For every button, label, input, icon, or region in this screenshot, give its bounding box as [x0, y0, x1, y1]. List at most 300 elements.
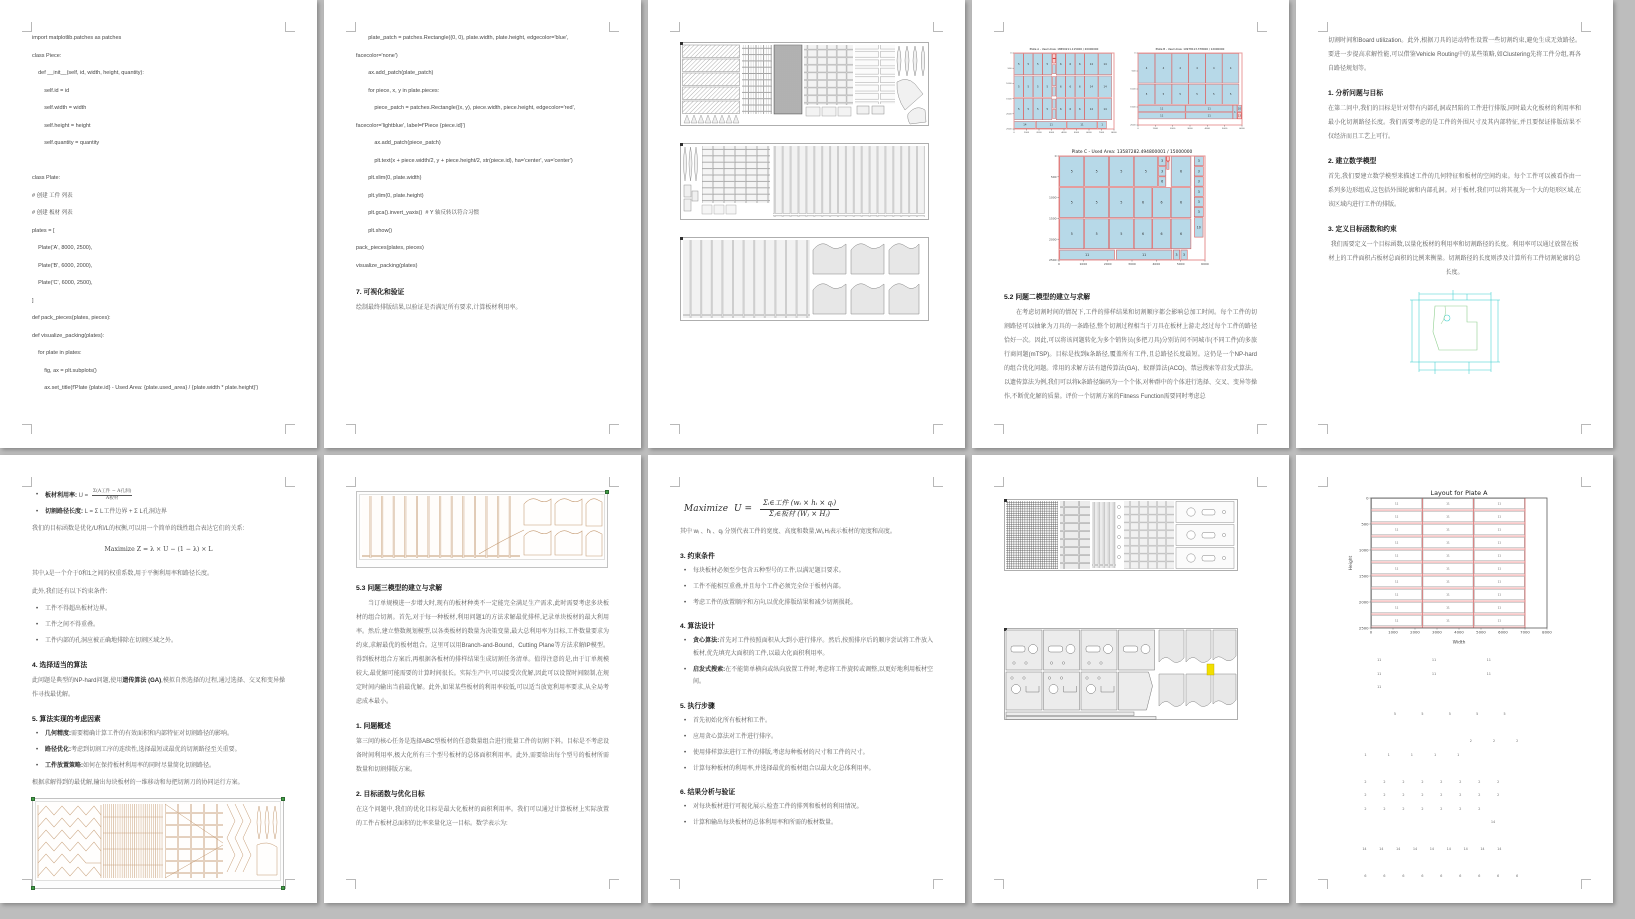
- nesting-figure-mixed-image: [1004, 499, 1238, 571]
- code-line: Plate('B', 6000, 2000),: [32, 262, 93, 269]
- nesting-figure-dense-image: [680, 42, 929, 126]
- plate-a-chart[interactable]: [1004, 46, 1120, 144]
- page-1: [0, 0, 317, 448]
- svg-text:4000: 4000: [1454, 629, 1464, 635]
- cad-part-drawing-image: [1405, 288, 1505, 376]
- svg-text:11: 11: [1394, 540, 1399, 545]
- selection-handle-icon[interactable]: [31, 886, 35, 890]
- section-heading-7: 7. 可视化和验证: [356, 289, 405, 296]
- svg-text:3000: 3000: [1048, 131, 1055, 134]
- svg-text:11: 11: [1394, 527, 1399, 532]
- svg-text:5: 5: [1037, 85, 1039, 89]
- svg-text:5: 5: [1070, 200, 1073, 205]
- svg-text:11: 11: [1497, 566, 1502, 571]
- svg-text:Plate C - Used Area: 13587282.: Plate C - Used Area: 13587282.494800001 / 15000000: [1071, 150, 1193, 155]
- section-heading-3: 3. 约束条件: [680, 552, 715, 560]
- label-row: 5 5 5 5 5: [1356, 712, 1506, 716]
- bullet-item: • 路径优化:考虑到切割工序的连续性,选择最短或最优的切割路径至关重要。: [32, 744, 285, 757]
- svg-text:11: 11: [1446, 618, 1450, 623]
- svg-text:0: 0: [1366, 495, 1369, 501]
- svg-text:14: 14: [1103, 62, 1107, 66]
- steps-list: [680, 715, 933, 776]
- code-line: Plate('A', 8000, 2500),: [32, 245, 93, 251]
- svg-text:6000: 6000: [1086, 131, 1092, 134]
- cad-part-drawing[interactable]: [1405, 288, 1505, 381]
- svg-text:14: 14: [1089, 62, 1093, 66]
- bullet-icon: •: [684, 599, 687, 606]
- svg-text:10: 10: [1196, 225, 1201, 230]
- svg-text:4: 4: [1213, 67, 1215, 71]
- svg-text:5: 5: [1037, 107, 1039, 111]
- svg-text:500: 500: [1131, 70, 1136, 73]
- label-row: 2 2 2 2 2 2 2 2: [1356, 779, 1500, 784]
- svg-text:1000: 1000: [1079, 261, 1088, 266]
- svg-text:6: 6: [1161, 179, 1164, 184]
- page-7: [324, 455, 641, 903]
- bullet-item: • 工件之间不得重叠。: [32, 619, 285, 632]
- svg-text:7000: 7000: [1520, 629, 1530, 635]
- svg-text:6: 6: [1069, 85, 1072, 89]
- bullet-icon: •: [684, 583, 687, 590]
- svg-text:2000: 2000: [1036, 131, 1042, 134]
- svg-text:6: 6: [1142, 200, 1145, 205]
- bullet-icon: •: [684, 638, 687, 644]
- label-row: 2 2 2: [1356, 739, 1519, 743]
- bullet-item: • 工件不能相互重叠,并且每个工件必须完全位于板材内部。: [680, 581, 933, 594]
- section-heading-1: 1. 问题概述: [356, 723, 391, 730]
- label-row: 14: [1356, 820, 1496, 824]
- paragraph: 其中 wᵢ 、hᵢ 、qᵢ 分别代表工件的宽度、高度和数量,Wⱼ,Hⱼ表示板材的宽度和高度。: [680, 528, 896, 535]
- svg-text:Height: Height: [1349, 555, 1354, 571]
- selection-handle-icon[interactable]: [281, 886, 285, 890]
- code-line: def __init__(self, id, width, height, quantity):: [32, 70, 144, 76]
- svg-text:0: 0: [1054, 154, 1057, 159]
- svg-text:6: 6: [1180, 169, 1183, 174]
- code-line: def pack_pieces(plates, pieces):: [32, 315, 111, 321]
- svg-text:11: 11: [1394, 501, 1399, 506]
- svg-text:8000: 8000: [1111, 131, 1117, 134]
- bullet-item: • 应用贪心算法对工件进行排序。: [680, 731, 933, 744]
- bullet-icon: •: [684, 749, 687, 756]
- paragraph: 切割时间和Board utilization。此外,根据刀具的运动特性设置一些切割约束,避免生成无效路径。要进一步提高求解性能,可以借鉴Vehicle Routing中的某些策略,如Clustering先将工件分组,再各自路径规划等。: [1328, 38, 1581, 72]
- code-line: def visualize_packing(plates):: [32, 332, 105, 339]
- svg-text:1000: 1000: [1358, 547, 1369, 553]
- svg-text:2500: 2500: [1006, 128, 1012, 131]
- selection-handle-icon[interactable]: [605, 490, 609, 494]
- svg-text:5: 5: [1018, 107, 1020, 111]
- svg-text:6: 6: [1160, 200, 1163, 205]
- section-heading-2: 2. 建立数学模型: [1328, 158, 1377, 165]
- svg-text:5: 5: [1037, 62, 1039, 66]
- factors-list: [32, 728, 285, 773]
- svg-text:3: 3: [1161, 159, 1164, 164]
- wireframe-strips-figure[interactable]: [356, 491, 608, 568]
- svg-text:6000: 6000: [1239, 127, 1245, 130]
- svg-text:8000: 8000: [1542, 629, 1552, 635]
- svg-text:6: 6: [1069, 107, 1072, 111]
- paragraph: 在这个问题中,我们的优化目标是最大化板材的面积利用率。我们可以通过计算板材上实际放置的工件占板材总面积的比率来量化这一目标。数学表示为:: [356, 807, 609, 827]
- svg-text:0: 0: [1010, 52, 1012, 55]
- svg-text:14: 14: [1089, 107, 1093, 111]
- svg-text:1000: 1000: [1023, 131, 1030, 134]
- svg-text:5: 5: [1145, 93, 1148, 97]
- paragraph: 其中,λ是一个介于0和1之间的权重系数,用于平衡利用率和路径长度。: [32, 571, 214, 578]
- code-line: Plate('C', 6000, 2500),: [32, 280, 93, 286]
- svg-text:6: 6: [1079, 107, 1081, 111]
- section-heading-5: 5. 算法实现的考虑因素: [32, 715, 101, 723]
- wireframe-strips-image: [359, 494, 605, 560]
- page-5: [1296, 0, 1613, 448]
- svg-text:Plate B - Used Area: 10978113.: Plate B - Used Area: 10978113.378000 / 12000000: [1155, 47, 1225, 51]
- svg-text:1: 1: [1234, 110, 1236, 114]
- svg-text:11: 11: [1394, 514, 1399, 519]
- svg-text:11: 11: [1497, 527, 1502, 532]
- svg-text:2000: 2000: [1410, 629, 1420, 635]
- section-heading-3: 3. 定义目标函数和约束: [1328, 226, 1397, 233]
- svg-text:6000: 6000: [1201, 261, 1209, 266]
- nesting-figure-strips-grid-image: [680, 143, 929, 220]
- bullet-icon: •: [684, 733, 687, 740]
- svg-text:11: 11: [1497, 540, 1502, 545]
- label-row: [1356, 722, 1581, 736]
- svg-text:11: 11: [1394, 592, 1399, 597]
- selection-handle-icon[interactable]: [31, 797, 35, 801]
- bullet-icon: •: [36, 508, 39, 515]
- svg-text:5: 5: [1046, 62, 1049, 66]
- section-heading-1: 1. 分析问题与目标: [1328, 90, 1384, 97]
- bullet-item: • 计算和输出每块板材的总体利用率和所需的板材数量。: [680, 817, 933, 830]
- svg-text:4000: 4000: [1061, 131, 1067, 134]
- bullet-item: • 计算每种板材的利用率,并选择最优的板材组合以最大化总体利用率。: [680, 763, 933, 776]
- page-6: [0, 455, 317, 903]
- svg-text:4: 4: [1162, 67, 1165, 71]
- svg-text:1500: 1500: [1358, 573, 1369, 579]
- svg-text:14: 14: [1103, 85, 1107, 89]
- page-9: [972, 455, 1289, 903]
- paragraph: 我们需要定义一个目标函数,以量化板材的利用率和切割路径的长度。利用率可以通过放置在板材上的工件面积占板材总面积的比例来衡量。切割路径的长度则涉及计算所有工件切割轮廓的总长度。: [1328, 242, 1581, 276]
- svg-text:3000: 3000: [1187, 127, 1193, 130]
- code-line: fig, ax = plt.subplots(): [32, 367, 97, 374]
- code-line: self.width = width: [32, 105, 87, 111]
- svg-text:1000: 1000: [1388, 629, 1398, 635]
- paragraph: 我们的目标函数是优化/U和/L的权衡,可以用一个简单的线性组合表达它们的关系:: [32, 526, 245, 533]
- svg-text:1000: 1000: [1152, 127, 1158, 130]
- svg-text:3: 3: [1197, 189, 1200, 194]
- svg-text:11: 11: [1085, 252, 1090, 257]
- bullet-icon: •: [684, 820, 687, 826]
- svg-text:11: 11: [1446, 501, 1450, 506]
- svg-text:11: 11: [1446, 592, 1450, 597]
- svg-text:6: 6: [1160, 231, 1163, 236]
- nesting-figure-holes[interactable]: [1004, 628, 1238, 725]
- bullet-item: • 对每块板材进行可视化展示,检查工件的排列和板材的利用情况。: [680, 801, 933, 814]
- code-line: plt.xlim(0, plate.width): [356, 175, 422, 181]
- paragraph: 绘制最终排版结果,以验证是否满足所有要求,计算板材利用率。: [356, 305, 522, 311]
- label-row: [1356, 762, 1581, 776]
- nesting-figure-strips-curvy-image: [680, 237, 929, 321]
- svg-text:5: 5: [1027, 85, 1030, 89]
- svg-text:Width: Width: [1452, 640, 1466, 645]
- svg-text:11: 11: [1446, 514, 1450, 519]
- bullet-icon: •: [36, 730, 39, 737]
- code-line: plt.text(x + piece.width/2, y + piece.height/2, str(piece.id), ha='center', va='center'): [356, 157, 573, 164]
- svg-text:5: 5: [1144, 169, 1147, 174]
- code-line: plt.ylim(0, plate.height): [356, 192, 424, 199]
- code-line: class Piece:: [32, 52, 62, 59]
- svg-text:2000: 2000: [1130, 124, 1136, 127]
- svg-text:4: 4: [1196, 67, 1198, 71]
- svg-text:1000: 1000: [1048, 195, 1057, 200]
- svg-text:0: 0: [1058, 261, 1060, 266]
- svg-text:2000: 2000: [1358, 599, 1369, 605]
- verification-list: [680, 801, 933, 830]
- svg-text:Layout for Plate A: Layout for Plate A: [1430, 489, 1488, 497]
- constraints-list: [680, 565, 933, 610]
- label-row: 14 14 14 14 14 14 14 14 14: [1356, 847, 1502, 851]
- code-line: [32, 153, 285, 171]
- code-line: plate_patch = patches.Rectangle((0, 0), plate.width, plate.height, edgecolor='blue', facecolor='none'): [356, 35, 570, 59]
- svg-text:11: 11: [1497, 514, 1502, 519]
- label-row: [1356, 857, 1581, 871]
- fraction: $\frac{\text{Σᵢ∈工件 (wᵢ × hᵢ × qᵢ)}}{\text{Σⱼ∈板材 (Wⱼ × Hⱼ)}}$: [760, 499, 839, 519]
- nesting-figure-strips-curvy[interactable]: [680, 237, 929, 326]
- svg-text:6: 6: [1069, 62, 1072, 66]
- wireframe-nesting-image: [35, 801, 281, 881]
- bullet-item: • 几何精度:需要精确计算工件的有效面积和内部特征对切割路径的影响。: [32, 728, 285, 741]
- algorithm-design-list: [680, 635, 933, 689]
- code-line: plt.gca().invert_yaxis() # Y 轴反转以符合习惯: [356, 210, 479, 216]
- svg-text:11: 11: [1446, 540, 1450, 545]
- svg-text:11: 11: [1160, 114, 1164, 118]
- svg-text:6: 6: [1180, 231, 1183, 236]
- svg-text:5000: 5000: [1222, 127, 1228, 130]
- svg-text:5: 5: [1027, 62, 1030, 66]
- bullet-icon: •: [36, 746, 39, 753]
- code-line: for plate in plates:: [32, 350, 82, 356]
- svg-text:7000: 7000: [1098, 131, 1105, 134]
- label-row: 1 1 1 1 1: [1356, 752, 1460, 757]
- svg-text:6: 6: [1079, 62, 1081, 66]
- svg-text:2000: 2000: [1006, 113, 1012, 116]
- svg-text:11: 11: [1446, 605, 1450, 610]
- svg-text:5: 5: [1095, 200, 1098, 205]
- wireframe-nesting-figure[interactable]: [32, 798, 284, 889]
- page-3: [648, 0, 965, 448]
- svg-text:Plate A - Used Area: 18650211.: Plate A - Used Area: 18650211.115000 / 20000000: [1029, 47, 1099, 51]
- svg-text:5: 5: [1120, 200, 1123, 205]
- svg-text:2000: 2000: [1103, 261, 1112, 266]
- svg-text:5: 5: [1095, 169, 1098, 174]
- svg-text:1000: 1000: [1130, 88, 1136, 91]
- bullet-item: • 工件放置策略:如何在保持板材利用率的同时尽量简化切割路径。: [32, 760, 285, 773]
- svg-text:11: 11: [1446, 579, 1450, 584]
- nesting-figure-mixed[interactable]: [1004, 499, 1238, 576]
- paragraph: 首先,我们要建立数学模型来描述工件的几何特征和板材的空间约束。每个工件可以被看作由一系列多边形组成,这包括外围轮廓和内部孔洞。对于板材,我们可以将其视为一个大的矩形区域,在该区域内进行工件的排版。: [1328, 174, 1581, 208]
- svg-text:500: 500: [1361, 521, 1369, 527]
- svg-text:4: 4: [1179, 67, 1182, 71]
- svg-text:1500: 1500: [1048, 216, 1057, 221]
- section-heading-6: 6. 结果分析与验证: [680, 789, 736, 796]
- bullet-item: • 启发式搜索:在不能简单横向或纵向放置工件时,考虑将工件旋转或调整,以更好地利用板材空间。: [680, 664, 933, 689]
- svg-text:11: 11: [1497, 553, 1502, 558]
- selection-handle-icon[interactable]: [281, 797, 285, 801]
- label-row: 2 2 2 2 2 2 2: [1356, 806, 1481, 811]
- code-line: ]: [32, 297, 34, 304]
- paragraph: 在考虑切割时间的情况下,工件的排样结果和切割顺序都会影响总加工时间。每个工件的切割路径可以抽象为刀具的一条路径,整个切割过程相当于刀具在板材上游走,经过每个工件的路径恰好一次。因此,可以将该问题转化为多个销售员(多把刀具)分别访问不同城市(不同工件)的多旅行商问题(mTSP)。目标是找到k条路径,覆盖所有工件,且总路径长度最短。这仍是一个NP-hard的组合优化问题。常用的求解方法有遗传算法(GA)、蚁群算法(ACO)、禁忌搜索等启发式算法。以遗传算法为例,我们可以将k条路径编码为一个个体,对种群中的个体进行选择、交叉、变异等操作,不断优化解的质量。评价一个切割方案的Fitness Function需要同时考虑总: [1004, 310, 1257, 400]
- svg-text:5: 5: [1213, 93, 1215, 97]
- svg-text:6: 6: [1142, 231, 1145, 236]
- svg-text:6: 6: [1060, 62, 1062, 66]
- bullet-item: • 工件不得超出板材边界。: [32, 603, 285, 616]
- code-line: visualize_packing(plates): [356, 262, 418, 269]
- code-line: ax.add_patch(plate_patch): [356, 70, 434, 76]
- paragraph: 第三问的核心任务是选择ABC型板材的任意数量组合进行批量工件的切割下料。目标是不考虑设备时间利用率,极大化所有三个型号板材的总体面积利用率。此外,需要给出每个型号的板材所需数量和切割排版方案。: [356, 739, 609, 773]
- svg-text:14: 14: [1023, 123, 1027, 127]
- svg-text:11: 11: [1497, 592, 1502, 597]
- label-row: [1356, 830, 1581, 844]
- svg-text:2500: 2500: [1048, 258, 1057, 263]
- bullet-icon: •: [36, 622, 39, 629]
- code-line: plates = [: [32, 227, 55, 234]
- svg-text:6: 6: [1079, 85, 1081, 89]
- bullet-icon: •: [36, 638, 39, 645]
- section-heading-4: 4. 选择适当的算法: [32, 661, 88, 669]
- code-line: import matplotlib.patches as patches: [32, 35, 122, 41]
- bullet-item: • 使用排样算法进行工件的排版,考虑每种板材的尺寸和工件的尺寸。: [680, 747, 933, 760]
- paragraph: 当订单规模进一步增大时,现有的板材种类不一定能完全满足生产需求,此时需要考虑多块板材的组合切割。首先,对于每一种板材,利用问题1的方法求解最优排样,记录单块板材的最大利用率。然后,建立整数规划模型,以各类板材的数量为决策变量,最大总利用率为目标,工件数量要求为约束,求解最优的板材组合。这里可以用Branch-and-Bound、Cutting Plane等方法求解IP模型。得到板材组合方案后,再根据各板材的排样结果生成切割任务清单。值得注意的是,由于订单规模较大,最优解可能需要的计算时间很长。实际生产中,可以接受次优解,因此可以设置时间限制,在规定时间内输出当前最优解。此外,如果某些板材的利用率较低,可以适当放宽利用率要求,从全局考虑成本最小。: [356, 601, 609, 705]
- section-heading-5-2: 5.2 问题二模型的建立与求解: [1004, 294, 1091, 301]
- svg-text:3: 3: [1197, 179, 1200, 184]
- section-heading-2: 2. 目标函数与优化目标: [356, 791, 425, 798]
- svg-text:5: 5: [1027, 107, 1030, 111]
- bullet-icon: •: [36, 762, 39, 769]
- maximize-formula: Maximize U = $\frac{\text{Σᵢ∈工件 (wᵢ × hᵢ × qᵢ)}}{\text{Σⱼ∈板材 (Wⱼ × Hⱼ)}}$: [684, 499, 933, 519]
- svg-text:13: 13: [1237, 114, 1241, 118]
- svg-text:11: 11: [1497, 579, 1502, 584]
- svg-text:2000: 2000: [1048, 237, 1057, 242]
- paragraph: 在第二问中,我们的目标是针对带有内部孔洞或凹陷的工件进行排版,同时最大化板材的利用率和最小化切割路径长度。我们需要考虑的是工件的外围尺寸及其内部特征,并且要保证排版结果不仅经济而且工艺上可行。: [1328, 106, 1581, 140]
- svg-text:14: 14: [1103, 107, 1107, 111]
- code-line: piece_patch = patches.Rectangle((x, y), piece.width, piece.height, edgecolor='red', facecolor='lightblue', label=f'Piece {piece.id}'): [356, 105, 577, 129]
- bullet-icon: •: [36, 492, 39, 498]
- svg-text:5: 5: [1018, 62, 1020, 66]
- page-4: [972, 0, 1289, 448]
- section-heading-5-3: 5.3 问题三模型的建立与求解: [356, 585, 443, 592]
- bullet-item: • 贪心算法:首先对工件按照面积从大到小进行排序。然后,按照排序后的顺序尝试将工件放入板材,优先填充大面积的工件,以最大化面积利用率。: [680, 635, 933, 660]
- svg-text:0: 0: [1369, 629, 1373, 635]
- label-row: 11 11 11: [1356, 658, 1491, 662]
- label-row: [1356, 695, 1581, 709]
- plate-b-chart[interactable]: [1128, 46, 1250, 144]
- svg-text:5: 5: [1046, 107, 1049, 111]
- svg-text:2000: 2000: [1170, 127, 1176, 130]
- svg-text:5: 5: [1120, 231, 1123, 236]
- svg-text:11: 11: [1497, 618, 1502, 623]
- svg-text:6000: 6000: [1498, 629, 1508, 635]
- svg-text:1500: 1500: [1006, 98, 1012, 101]
- svg-text:11: 11: [1497, 605, 1502, 610]
- fraction: $\frac{\text{Σ(A工件 − A孔洞)}}{\text{A板材}}$: [92, 489, 132, 501]
- bullet-icon: •: [684, 765, 687, 772]
- section-heading-4: 4. 算法设计: [680, 623, 715, 630]
- svg-text:11: 11: [1049, 123, 1053, 127]
- svg-text:11: 11: [1142, 252, 1147, 257]
- code-line: pack_pieces(plates, pieces): [356, 245, 424, 251]
- svg-text:5: 5: [1179, 93, 1182, 97]
- svg-text:11: 11: [1394, 579, 1399, 584]
- svg-text:11: 11: [1446, 553, 1450, 558]
- svg-text:0: 0: [1134, 52, 1136, 55]
- code-line: class Plate:: [32, 175, 61, 181]
- objective-formula: Maximize Z = λ × U − (1 − λ) × L: [104, 546, 213, 554]
- svg-text:6: 6: [1060, 85, 1062, 89]
- svg-text:1: 1: [1101, 123, 1103, 127]
- code-block-piece-class: [32, 30, 285, 398]
- svg-text:11: 11: [1080, 123, 1084, 127]
- paragraph-algorithm: 此问题是典型的NP-hard问题,使用遗传算法 (GA),模拟自然选择的过程,通过选择、交叉和变异操作寻找最优解。: [32, 677, 285, 698]
- svg-text:6: 6: [1180, 200, 1183, 205]
- svg-text:0: 0: [1013, 131, 1015, 134]
- svg-text:5: 5: [1070, 169, 1073, 174]
- svg-text:3: 3: [1197, 199, 1200, 204]
- bullet-item: • 工件内部的孔洞应被正确地排除在切割区域之外。: [32, 635, 285, 648]
- svg-text:3: 3: [1161, 169, 1164, 174]
- formula-utilization: • 板材利用率: U = $\frac{\text{Σ(A工件 − A孔洞)}}{\text{A板材}}$: [36, 489, 132, 501]
- svg-text:11: 11: [1160, 107, 1164, 111]
- code-line: self.id = id: [32, 87, 70, 94]
- svg-text:6: 6: [1060, 107, 1062, 111]
- svg-text:2500: 2500: [1358, 625, 1369, 631]
- svg-text:11: 11: [1207, 107, 1211, 111]
- label-row: 2 2 2 2 2 2 2 2: [1356, 793, 1500, 797]
- svg-text:5: 5: [1196, 93, 1198, 97]
- svg-text:5: 5: [1095, 231, 1098, 236]
- nesting-figure-dense[interactable]: [680, 42, 929, 131]
- plate-c-chart[interactable]: [1044, 146, 1217, 277]
- svg-text:14: 14: [1089, 85, 1093, 89]
- svg-text:4000: 4000: [1204, 127, 1210, 130]
- overflow-piece-labels: [1356, 654, 1581, 884]
- nesting-figure-holes-image: [1004, 628, 1238, 720]
- paragraph: 此外,我们还有以下约束条件:: [32, 589, 108, 596]
- bullet-item: • 考虑工件的放置顺序和方向,以优化排版结果和减少切割损耗。: [680, 597, 933, 610]
- svg-text:5: 5: [1070, 231, 1073, 236]
- svg-text:4: 4: [1229, 67, 1232, 71]
- svg-text:10: 10: [1237, 107, 1241, 111]
- svg-text:5: 5: [1229, 93, 1232, 97]
- svg-text:4: 4: [1145, 67, 1148, 71]
- svg-text:3000: 3000: [1432, 629, 1442, 635]
- label-row: 6 6 6 6 6 6 6 6 6: [1356, 874, 1519, 878]
- bullet-icon: •: [684, 567, 687, 574]
- code-line: ax.set_title(f'Plate {plate.id} - Used Area: {plate.used_area} / {plate.width * plate.height}'): [32, 385, 259, 391]
- svg-text:500: 500: [1050, 174, 1057, 179]
- svg-text:1500: 1500: [1130, 106, 1136, 109]
- svg-text:11: 11: [1446, 566, 1450, 571]
- layout-plate-a-chart[interactable]: [1348, 487, 1567, 650]
- svg-text:500: 500: [1007, 67, 1012, 70]
- bullet-icon: •: [36, 606, 39, 613]
- svg-text:11: 11: [1394, 618, 1399, 623]
- page-2: [324, 0, 641, 448]
- svg-text:5: 5: [1018, 85, 1020, 89]
- svg-text:5000: 5000: [1176, 261, 1185, 266]
- page-8: [648, 455, 965, 903]
- svg-text:5: 5: [1046, 85, 1049, 89]
- nesting-figure-strips-grid[interactable]: [680, 143, 929, 225]
- code-line: # 创建 板材 列表: [32, 210, 73, 216]
- section-heading-5: 5. 执行步骤: [680, 702, 715, 710]
